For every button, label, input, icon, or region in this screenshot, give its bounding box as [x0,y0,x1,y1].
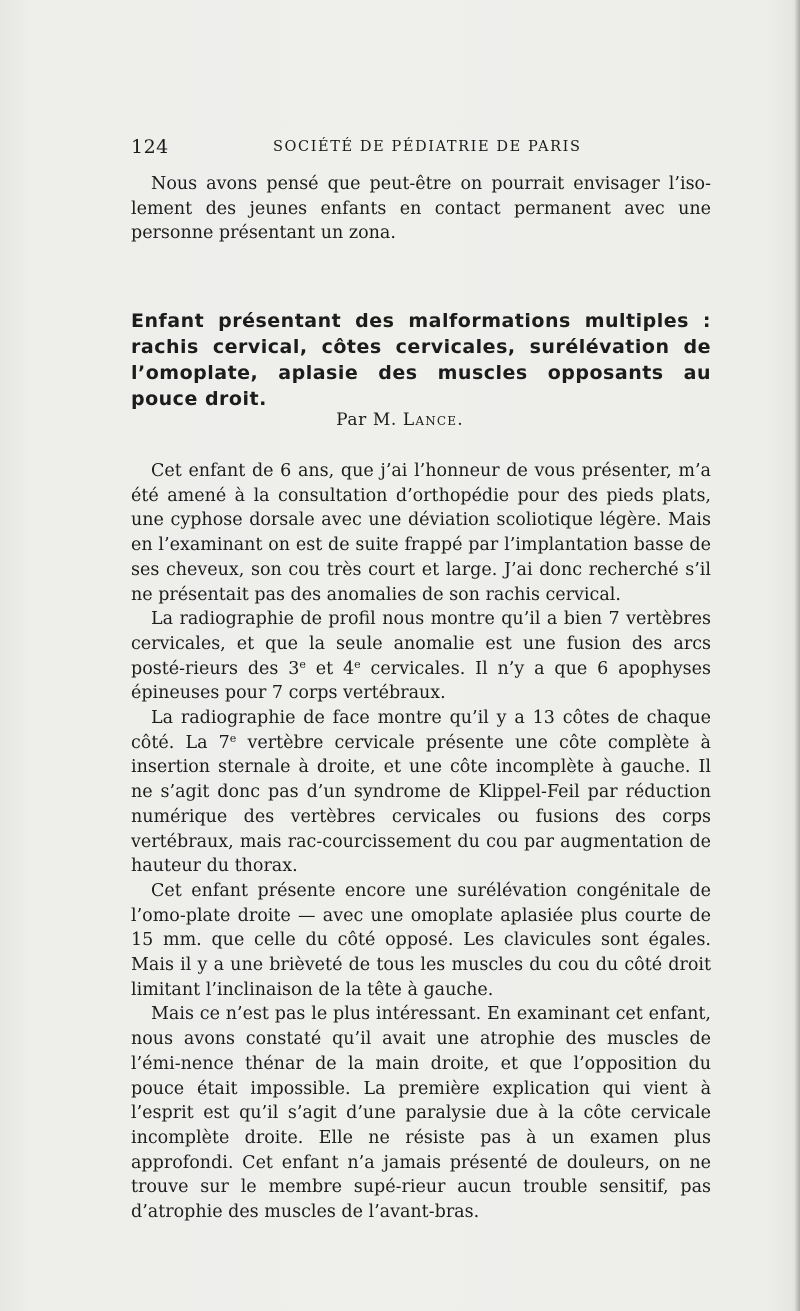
p2-text-a: La radiographie de profil nous montre qu’il a bien 7 vertèbres cervicales, et que la seule anomalie est une fusion des arcs posté-rieurs des 3 [131,609,711,679]
article-title: Enfant présentant des malformations multiples : rachis cervical, côtes cervicales, surélévation de l’omoplate, aplasie des muscles opposants au pouce droit. [131,310,711,410]
author-line [0,410,800,430]
paragraph-thenar-atrophy: Mais ce n’est pas le plus intéressant. En examinant cet enfant, nous avons constaté qu’il avait une atrophie des muscles de l’émi-nence thénar de la main droite, et que l’opposition du pouce était impossible. La première explication qui vient à l’esprit est qu’il s’agit d’une paralysie due à la côte cervicale incomplète droite. Elle ne résiste pas à un examen plus approfondi. Cet enfant n’a jamais présenté de douleurs, on ne trouve sur le membre supé-rieur aucun trouble sensitif, pas d’atrophie des muscles de l’avant-bras. [131,1004,711,1223]
p3-text-b: vertèbre cervicale présente une côte complète à insertion sternale à droite, et une côte incomplète à gauche. Il ne s’agit donc pas d’un syndrome de Klippel-Feil par réduction numérique des vertèbres cervicales ou fusions des corps vertébraux, mais rac-courcissement du cou par augmentation de hauteur du thorax. [131,732,711,877]
paragraph-profile-radiograph [131,607,711,706]
journal-title: SOCIÉTÉ DE PÉDIATRIE DE PARIS [273,139,582,155]
paragraph-scapula: Cet enfant présente encore une surélévation congénitale de l’omo-plate droite — avec une omoplate aplasiée plus courte de 15 mm. que celle du côté opposé. Les clavicules sont égales. Mais il y a une brièveté de tous les muscles du cou du côté droit limitant l’inclinaison de la tête à gauche. [131,880,711,1000]
article-body [131,459,711,1225]
p2-superscript-1: e [299,657,306,671]
p3-text-a: La radiographie de face montre qu’il y a 13 côtes de chaque côté. La 7 [131,708,711,753]
page-edge-shadow [794,0,800,1311]
page-number: 124 [131,136,169,158]
p2-text-b: et 4 [305,658,355,679]
paragraph-presentation: Cet enfant de 6 ans, que j’ai l’honneur de vous présenter, m’a été amené à la consultation d’orthopédie pour des pieds plats, une cyphose dorsale avec une déviation scoliotique légère. Mais en l’examinant on est de suite frappé par l’implantation basse de ses cheveux, son cou très court et large. J’ai donc recherché s’il ne présentait pas des anomalies de son rachis cervical. [131,461,711,605]
p2-text-c: cervicales. Il n’y a que 6 apophyses épineuses pour 7 corps vertébraux. [131,658,711,704]
author-prefix: Par M. [336,410,397,430]
p3-superscript: e [229,731,237,745]
author-name: Lance. [402,410,464,430]
running-head [131,136,731,162]
intro-paragraph: Nous avons pensé que peut-être on pourrait envisager l’iso-lement des jeunes enfants en contact permanent avec une personne présentant un zona. [131,174,711,244]
paragraph-front-radiograph [131,706,711,879]
p2-superscript-2: e [354,657,361,671]
